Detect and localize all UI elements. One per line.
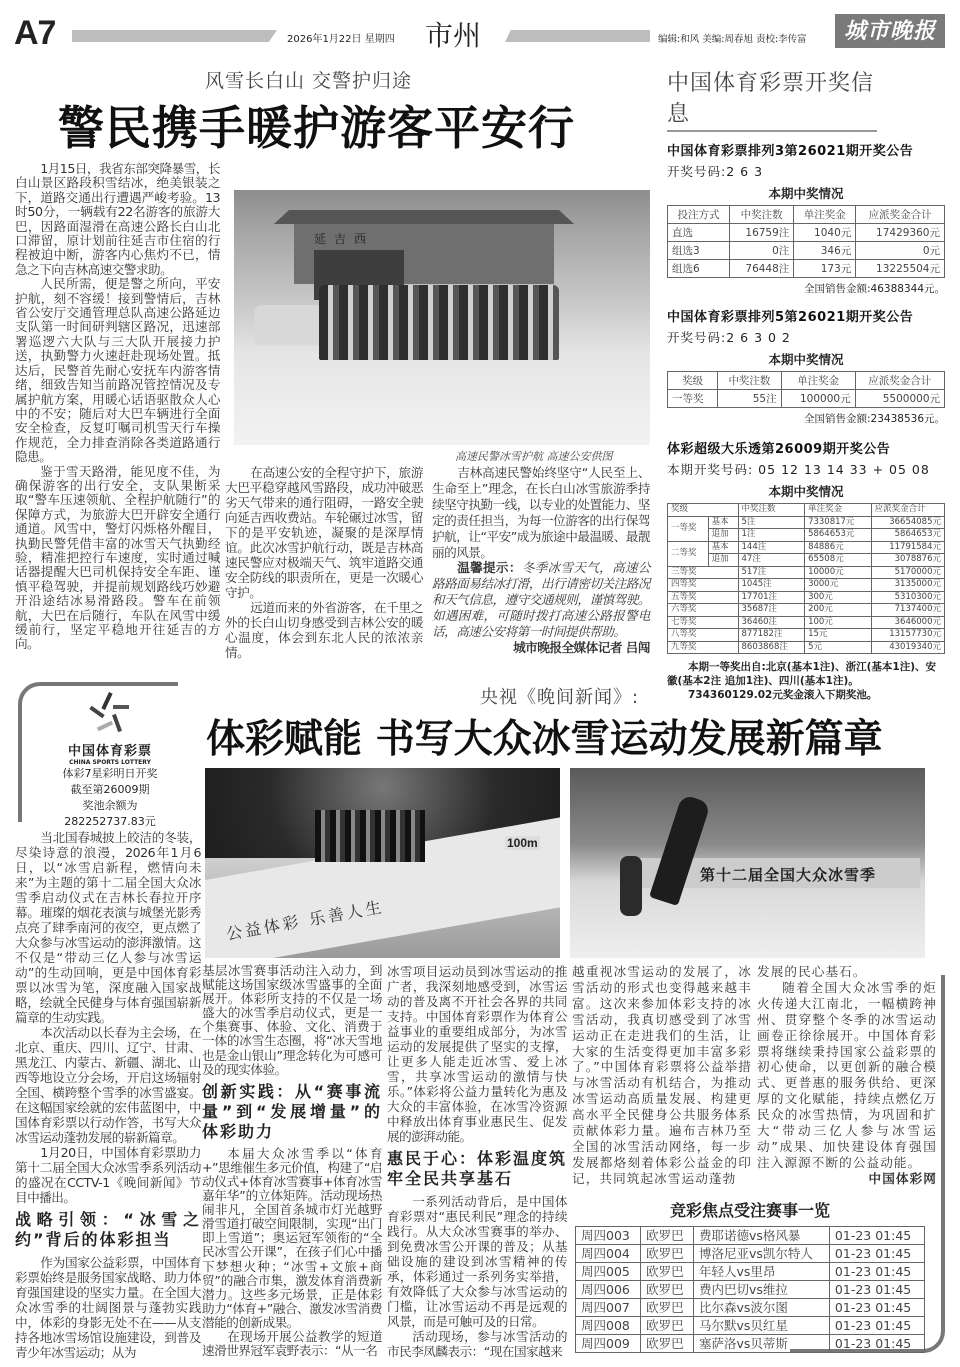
promo-brand-en: CHINA SPORTS LOTTERY — [69, 759, 151, 766]
prize-cell: 3000元 — [805, 579, 872, 592]
paragraph: 随着全国大众冰雪季的炬火传递大江南北，一幅横跨神州、贯穿整个冬季的冰雪运动画卷正徐徐展开。中国体育彩票将继续秉持国家公益彩票的初心使命，以更创新的融合模式、更普惠的服务供给、更深厚的文化赋能，持续点燃亿万民众的冰雪热情，为巩固和扩大“带动三亿人参与冰雪运动”成果、加快建设体育强国注入源源不断的公益动能。 — [757, 979, 937, 1170]
table-cell: 直选 — [668, 224, 730, 242]
table-row — [668, 242, 945, 260]
table-cell: 0元 — [856, 242, 945, 260]
header-divider — [505, 30, 650, 42]
paragraph: 人民所需，便是警之所向，平安护航，刻不容缓！接到警情后，吉林省公安厅交通管理总队高速公路延边支队第一时间研判辖区路况，迅速部署巡逻六大队与三大队开展接力护送，执勤警力火速赶赴现场处置。抵达后，民警首先耐心安抚车内游客情绪，细致告知当前路况管控情况及专属护航方案，用暖心话语驱散众人心中的不安；随后对大巴车辆进行全面安全检查，反复叮嘱司机雪天行车操作规范，全力排查消除各类道路通行隐患。 — [15, 276, 220, 465]
promo-line: 奖池余额为 — [82, 799, 138, 812]
winners-cell: 877182注 — [738, 629, 805, 642]
paragraph: 1月20日，中国体育彩票助力第十二届全国大众冰雪季系列活动的盛况在CCTV-1《晚间新闻》节目中播出。 — [15, 1145, 201, 1205]
paragraph: 冰雪项目运动员到冰雪运动的推广者，我深刻地感受到，冰雪运动的普及离不开社会各界的共同支持。中国体育彩票作为体育公益事业的重要组成部分，为冰雪运动的发展提供了坚实的支撑，让更多人能走近冰雪、爱上冰雪，共享冰雪运动的激情与快乐。”体彩将公益力量转化为惠及大众的丰富体验，在冰雪冷资源中释放出体育事业惠民生、促发展的澎湃动能。 — [387, 964, 567, 1144]
table-row — [668, 516, 945, 529]
paragraph: 1月15日，我省东部突降暴雪，长白山景区路段积雪结冰，绝美银装之下，道路交通出行遭遇严峻考验。13时50分，一辆载有22名游客的旅游大巴，因路面湿滑在高速公路长白山北口滞留，原计划前往延吉市住宿的行程被迫中断，游客内心焦灼不已，情急之下向吉林高速交警求助。 — [15, 161, 220, 277]
promo-brand: 中国体育彩票 — [67, 744, 152, 759]
header-cell: 单注奖金 — [781, 372, 855, 390]
toll-station-sign: 延吉西 — [314, 232, 375, 246]
prize-level: 六等奖 — [668, 604, 739, 617]
page-number: A7 — [14, 14, 56, 52]
league: 欧罗巴 — [641, 1245, 694, 1263]
table-row — [668, 641, 945, 654]
table-cell: 346元 — [794, 242, 856, 260]
pl5-table — [667, 371, 945, 408]
table-cell: 16759注 — [729, 224, 793, 242]
pl3-sales: 全国销售金额:46388344元。 — [804, 283, 945, 295]
dlt-rollover-note: 734360129.02元奖金滚入下期奖池。 — [688, 689, 878, 701]
prize-level: 七等奖 — [668, 616, 739, 629]
league: 欧罗巴 — [641, 1335, 694, 1353]
header-cell: 单注奖金 — [805, 504, 872, 517]
issue-date: 2026年1月22日 星期四 — [287, 34, 395, 45]
match-teams: 费耶诺德vs格风暴 — [693, 1227, 829, 1245]
ice-rink-photo — [205, 768, 560, 958]
table-header-row — [668, 504, 945, 517]
match-id: 周四005 — [576, 1263, 641, 1281]
match-id: 周四003 — [576, 1227, 641, 1245]
header-cell: 投注方式 — [668, 206, 730, 224]
total-cell: 13157730元 — [871, 629, 944, 642]
event-banner: 第十二届全国大众冰雪季 — [700, 867, 877, 884]
article-kicker: 风雪长白山 交警护归途 — [205, 70, 413, 92]
winners-cell: 36460注 — [738, 616, 805, 629]
article-column — [387, 964, 567, 1359]
pl5-subtitle: 本期中奖情况 — [768, 352, 844, 367]
article-column — [572, 964, 752, 1187]
header-cell: 应派奖金合计 — [855, 372, 944, 390]
promo-line: 体彩7星彩明日开奖 — [62, 767, 158, 780]
match-id: 周四006 — [576, 1281, 641, 1299]
header-cell: 中奖注数 — [729, 206, 793, 224]
match-row — [576, 1227, 925, 1245]
prize-subtype: 基本 — [708, 516, 738, 529]
pl3-numbers: 开奖号码:2 6 3 — [667, 164, 764, 179]
article-headline: 警民携手暖护游客平安行 — [58, 101, 575, 155]
table-row — [668, 260, 945, 278]
jingcai-box — [575, 1198, 925, 1353]
distance-sign: 100m — [507, 836, 538, 850]
prize-cell: 5元 — [805, 641, 872, 654]
tip-text: 冬季冰雪天气，高速公路路面易结冰打滑，出行请密切关注路况和天气信息，遵守交通规则，谨慎驾驶。如遇困难，可随时拨打高速公路报警电话，高速公安将第一时间提供帮助。 — [432, 560, 651, 640]
table-row — [668, 541, 945, 554]
league: 欧罗巴 — [641, 1281, 694, 1299]
dlt-subtitle: 本期中奖情况 — [768, 484, 844, 499]
jingcai-title: 竞彩焦点受注赛事一览 — [669, 1201, 830, 1220]
paragraph: 远道而来的外省游客，在千里之外的长白山切身感受到吉林公安的暖心温度，体会到东北人民的浓浓亲情。 — [225, 600, 423, 660]
table-row — [668, 390, 945, 408]
match-teams: 费内巴切vs维拉 — [693, 1281, 829, 1299]
article-column — [432, 465, 650, 656]
dlt-table — [667, 503, 945, 654]
table-row — [668, 629, 945, 642]
paragraph: 一系列活动背后，是中国体育彩票对“惠民利民”理念的持续践行。从大众冰雪赛事的举办、到免费冰雪公开课的普及；从基础设施的建设到冰雪精神的传承，体彩通过一系列务实举措，有效降低了大众参与冰雪运动的门槛，让冰雪运动不再是远观的风景，而是可触可及的日常。 — [387, 1194, 567, 1329]
winners-cell: 17701注 — [738, 591, 805, 604]
table-cell: 13225504元 — [856, 260, 945, 278]
winners-cell: 35687注 — [738, 604, 805, 617]
byline: 城市晚报全媒体记者 吕闯 — [513, 639, 650, 655]
total-cell: 11791584元 — [871, 541, 944, 554]
article-column — [15, 830, 201, 1360]
paragraph: 吉林高速民警始终坚守“人民至上、生命至上”理念，在长白山冰雪旅游季持续坚守执勤一线，以专业的处置能力、坚定的责任担当，为每一位游客的出行保驾护航，让“平安”成为旅途中最温暖、最靓丽的风景。 — [432, 465, 650, 560]
header-cell: 应派奖金合计 — [871, 504, 944, 517]
dlt-winner-note: 本期一等奖出自:北京(基本1注)、浙江(基本1注)、安徽(基本2注 追加1注)、四川(基本1注)。 — [667, 661, 937, 687]
winners-cell: 47注 — [738, 554, 805, 567]
match-row — [576, 1263, 925, 1281]
subheading: 惠民于心：体彩温度筑牢全民共享基石 — [387, 1149, 568, 1188]
pl5-numbers: 开奖号码:2 6 3 0 2 — [667, 330, 791, 345]
table-cell: 100000元 — [781, 390, 855, 408]
article-headline: 体彩赋能 书写大众冰雪运动发展新篇章 — [206, 717, 883, 762]
total-cell: 5864653元 — [871, 529, 944, 542]
prize-cell: 65508元 — [805, 554, 872, 567]
banner-text: 公益体彩 乐善人生 — [224, 897, 386, 944]
lottery-results-panel — [667, 66, 945, 702]
league: 欧罗巴 — [641, 1227, 694, 1245]
pl3-table — [667, 205, 945, 278]
prize-level: 三等奖 — [668, 566, 739, 579]
total-cell: 7137400元 — [871, 604, 944, 617]
prize-cell: 84886元 — [805, 541, 872, 554]
prize-cell: 100元 — [805, 616, 872, 629]
prize-cell: 10000元 — [805, 566, 872, 579]
winners-cell: 517注 — [738, 566, 805, 579]
pl3-title: 中国体育彩票排列3第26021期开奖公告 — [667, 144, 914, 159]
match-id: 周四009 — [576, 1335, 641, 1353]
match-id: 周四008 — [576, 1317, 641, 1335]
total-cell: 3078876元 — [871, 554, 944, 567]
paragraph: 作为国家公益彩票，中国体育彩票始终是服务国家战略、助力体育强国建设的坚实力量。在全国大众冰雪季的壮阔图景与蓬勃实践中，体彩的身影无处不在——从支持各地冰雪场馆设施建设，到普及青少年冰雪运动；从为 — [15, 1255, 201, 1360]
header-cell: 奖级 — [668, 504, 739, 517]
sports-lottery-promo — [30, 690, 190, 830]
match-teams: 比尔森vs波尔图 — [693, 1299, 829, 1317]
section-title: 市州 — [425, 19, 482, 52]
total-cell: 43019340元 — [871, 641, 944, 654]
match-row — [576, 1335, 925, 1353]
winners-cell: 5注 — [738, 516, 805, 529]
article-column — [15, 162, 220, 652]
league: 欧罗巴 — [641, 1299, 694, 1317]
paragraph: 本次活动以长春为主会场，在北京、重庆、四川、辽宁、甘肃、黑龙江、内蒙古、新疆、湖北、山西等地设立分会场，开启这场辐射全国、横跨整个雪季的冰雪盛宴。在这幅国家绘就的宏伟蓝图中，中国体育彩票以行动作答，书写大众冰雪运动蓬勃发展的崭新篇章。 — [15, 1025, 201, 1145]
prize-cell: 5864653元 — [805, 529, 872, 542]
prize-cell: 7330817元 — [805, 516, 872, 529]
dlt-title: 体彩超级大乐透第26009期开奖公告 — [667, 442, 891, 457]
match-row — [576, 1299, 925, 1317]
paragraph: 基层冰雪赛事活动注入动力，到赋能这场国家级冰雪盛事的全面展开。体彩所支持的不仅是一场盛大的冰雪季启动仪式，更是一个集赛事、体验、文化、消费于一体的冰雪生态圈，将“冰天雪地也是金山银山”理念转化为可感可及的现实体验。 — [202, 963, 382, 1077]
table-cell: 0注 — [729, 242, 793, 260]
kickoff-time: 01-23 01:45 — [829, 1317, 924, 1335]
prize-cell: 300元 — [805, 591, 872, 604]
header-cell: 中奖注数 — [718, 372, 781, 390]
paragraph: 活动现场，参与冰雪活动的市民李凤麟表示：“现在国家越来 — [387, 1329, 567, 1359]
paragraph: 发展的民心基石。 — [757, 964, 867, 979]
paragraph: 在现场开展公益教学的短道速滑世界冠军袁野表示：“从一名 — [202, 1328, 382, 1359]
table-row — [668, 579, 945, 592]
match-id: 周四004 — [576, 1245, 641, 1263]
table-cell: 1040元 — [794, 224, 856, 242]
tip-paragraph — [432, 560, 650, 640]
paragraph: 在高速公安的全程守护下，旅游大巴平稳穿越风雪路段，成功冲破恶劣天气带来的通行阻碍，一路安全驶向延吉西收费站。车轮碾过冰雪，留下的是平安轨迹，凝聚的是深厚情谊。此次冰雪护航行动，既是吉林高速民警应对极端天气、筑牢道路交通安全防线的职责所在，更是一次暖心守护。 — [225, 465, 423, 600]
prize-level: 二等奖 — [668, 541, 709, 566]
kickoff-time: 01-23 01:45 — [829, 1335, 924, 1353]
paragraph: 本届大众冰雪季以“体育+”思维催生多元价值，构建了“启动仪式+体育冰雪赛事+体育冰雪嘉年华”的立体矩阵。活动现场热闹非凡，全国首条城市灯光越野滑雪道打破空间限制，实现“出门即上雪道”；奥运冠军领衔的“全民冰雪公开课”，在孩子们心中播下梦想火种；“冰雪+文旅+商贸”的融合市集，激发体育消费新潜力。这些多元场景，正是体彩助力“体育+”融合、激发冰雪消费潜能的创新成果。 — [202, 1145, 382, 1330]
header-cell: 奖级 — [668, 372, 718, 390]
total-cell: 36654085元 — [871, 516, 944, 529]
prize-level: 四等奖 — [668, 579, 739, 592]
match-id: 周四007 — [576, 1299, 641, 1317]
league: 欧罗巴 — [641, 1317, 694, 1335]
total-cell: 5170000元 — [871, 566, 944, 579]
paragraph: 越重视冰雪运动的发展了，冰雪活动的形式也变得越来越丰富。这次来参加体彩支持的冰雪活动，我真切感受到了冰雪运动正在走进我们的生活，让大家的生活变得更加丰富多彩了。”中国体育彩票将公益举措与冰雪活动有机结合，为推动冰雪运动高质量发展、构建更高水平全民健身公共服务体系贡献体彩力量。遍布吉林乃至全国的冰雪活动网络，每一步发展都烙刻着体彩公益金的印记，共同筑起冰雪运动蓬勃 — [572, 964, 752, 1186]
article-kicker: 央视《晚间新闻》: — [480, 687, 640, 708]
header-divider — [72, 30, 277, 42]
winners-cell: 8603868注 — [738, 641, 805, 654]
table-cell: 17429360元 — [856, 224, 945, 242]
match-teams: 塞萨洛vs贝蒂斯 — [693, 1335, 829, 1353]
table-cell: 组选6 — [668, 260, 730, 278]
match-teams: 马尔默vs贝红星 — [693, 1317, 829, 1335]
kickoff-time: 01-23 01:45 — [829, 1299, 924, 1317]
prize-level: 五等奖 — [668, 591, 739, 604]
table-header-row — [668, 206, 945, 224]
total-cell: 3646000元 — [871, 616, 944, 629]
kickoff-time: 01-23 01:45 — [829, 1263, 924, 1281]
winners-cell: 1045注 — [738, 579, 805, 592]
table-cell: 一等奖 — [668, 390, 718, 408]
match-row — [576, 1281, 925, 1299]
table-row — [668, 604, 945, 617]
prize-level: 一等奖 — [668, 516, 709, 541]
match-row — [576, 1317, 925, 1335]
prize-subtype: 追加 — [708, 529, 738, 542]
prize-cell: 200元 — [805, 604, 872, 617]
kickoff-time: 01-23 01:45 — [829, 1281, 924, 1299]
table-row — [668, 224, 945, 242]
table-row — [668, 591, 945, 604]
kickoff-time: 01-23 01:45 — [829, 1227, 924, 1245]
subheading: 战略引领：“冰雪之约”背后的体彩担当 — [15, 1210, 201, 1249]
promo-line: 截至第26009期 — [70, 783, 150, 796]
pl3-subtitle: 本期中奖情况 — [768, 186, 844, 201]
header-cell: 应派奖金合计 — [856, 206, 945, 224]
paragraph: 当北国春城披上皎洁的冬装，尽染诗意的浪漫，2026年1月6日，以“冰雪启新程，燃情向未来”为主题的第十二届全国大众冰雪季启动仪式在吉林长春拉开序幕。璀璨的烟花表演与城堡光影秀点亮了肆季南河的夜空，更点燃了大众参与冰雪运动的澎湃激情。这不仅是“带动三亿人参与冰雪运动”的生动回响，更是中国体育彩票以冰雪为笔，深度融入国家战略，绘就全民健身与体育强国崭新篇章的生动实践。 — [15, 830, 201, 1025]
match-teams: 博洛尼亚vs凯尔特人 — [693, 1245, 829, 1263]
total-cell: 3135000元 — [871, 579, 944, 592]
lottery-panel-title: 中国体育彩票开奖信息 — [667, 66, 877, 132]
editor-credits: 编辑:和风 美编:周春旭 责校:李传富 — [658, 34, 807, 45]
table-row — [668, 616, 945, 629]
prize-cell: 15元 — [805, 629, 872, 642]
table-cell: 76448注 — [729, 260, 793, 278]
table-cell: 55注 — [718, 390, 781, 408]
header-cell: 中奖注数 — [738, 504, 805, 517]
kickoff-time: 01-23 01:45 — [829, 1245, 924, 1263]
table-cell: 5500000元 — [855, 390, 944, 408]
table-cell: 组选3 — [668, 242, 730, 260]
table-cell: 173元 — [794, 260, 856, 278]
newspaper-logo: 城市晚报 — [835, 14, 945, 48]
league: 欧罗巴 — [641, 1263, 694, 1281]
jingcai-table — [575, 1226, 925, 1353]
photo-caption: 高速民警冰雪护航 高速公安供图 — [455, 450, 613, 463]
winners-cell: 1注 — [738, 529, 805, 542]
china-sports-lottery-logo-icon — [85, 690, 135, 736]
table-row — [668, 566, 945, 579]
table-row — [668, 554, 945, 567]
dlt-numbers: 本期开奖号码: 05 12 13 14 33 + 05 08 — [667, 462, 930, 477]
cross-country-ski-photo — [570, 768, 925, 958]
police-escort-photo — [234, 190, 650, 445]
prize-subtype: 追加 — [708, 554, 738, 567]
article-column — [225, 465, 423, 660]
pl5-sales: 全国销售金额:23438536元。 — [804, 413, 945, 425]
paragraph: 鉴于雪天路滑，能见度不佳，为确保游客的出行安全，支队果断采取“警车压速领航、全程护航随行”的保障方式，为旅游大巴开辟安全通行通道。风雪中，警灯闪烁格外醒目，执勤民警凭借丰富的冰雪天气执勤经验，精准把控行车速度，实时通过喊话器提醒大巴司机保持安全车距、谨慎平稳驾驶，并提前规划路线巧妙避开沿途结冰易滑路段。警车在前领航，大巴在后随行，车队在风雪中缓缓前行，坚定平稳地开往延吉的方向。 — [15, 463, 220, 652]
tip-label: 温馨提示： — [457, 560, 522, 576]
header-cell: 单注奖金 — [794, 206, 856, 224]
table-header-row — [668, 372, 945, 390]
promo-jackpot: 282252737.83元 — [64, 815, 156, 828]
table-row — [668, 529, 945, 542]
winners-cell: 144注 — [738, 541, 805, 554]
byline: 中国体彩网 — [868, 1170, 937, 1186]
article-column — [202, 964, 382, 1358]
match-row — [576, 1245, 925, 1263]
prize-subtype: 基本 — [708, 541, 738, 554]
prize-level: 八等奖 — [668, 629, 739, 642]
prize-level: 九等奖 — [668, 641, 739, 654]
match-teams: 年轻人vs里昂 — [693, 1263, 829, 1281]
pl5-title: 中国体育彩票排列5第26021期开奖公告 — [667, 310, 914, 325]
total-cell: 5310300元 — [871, 591, 944, 604]
subheading: 创新实践：从“赛事流量”到“发展增量”的体彩助力 — [202, 1081, 382, 1141]
